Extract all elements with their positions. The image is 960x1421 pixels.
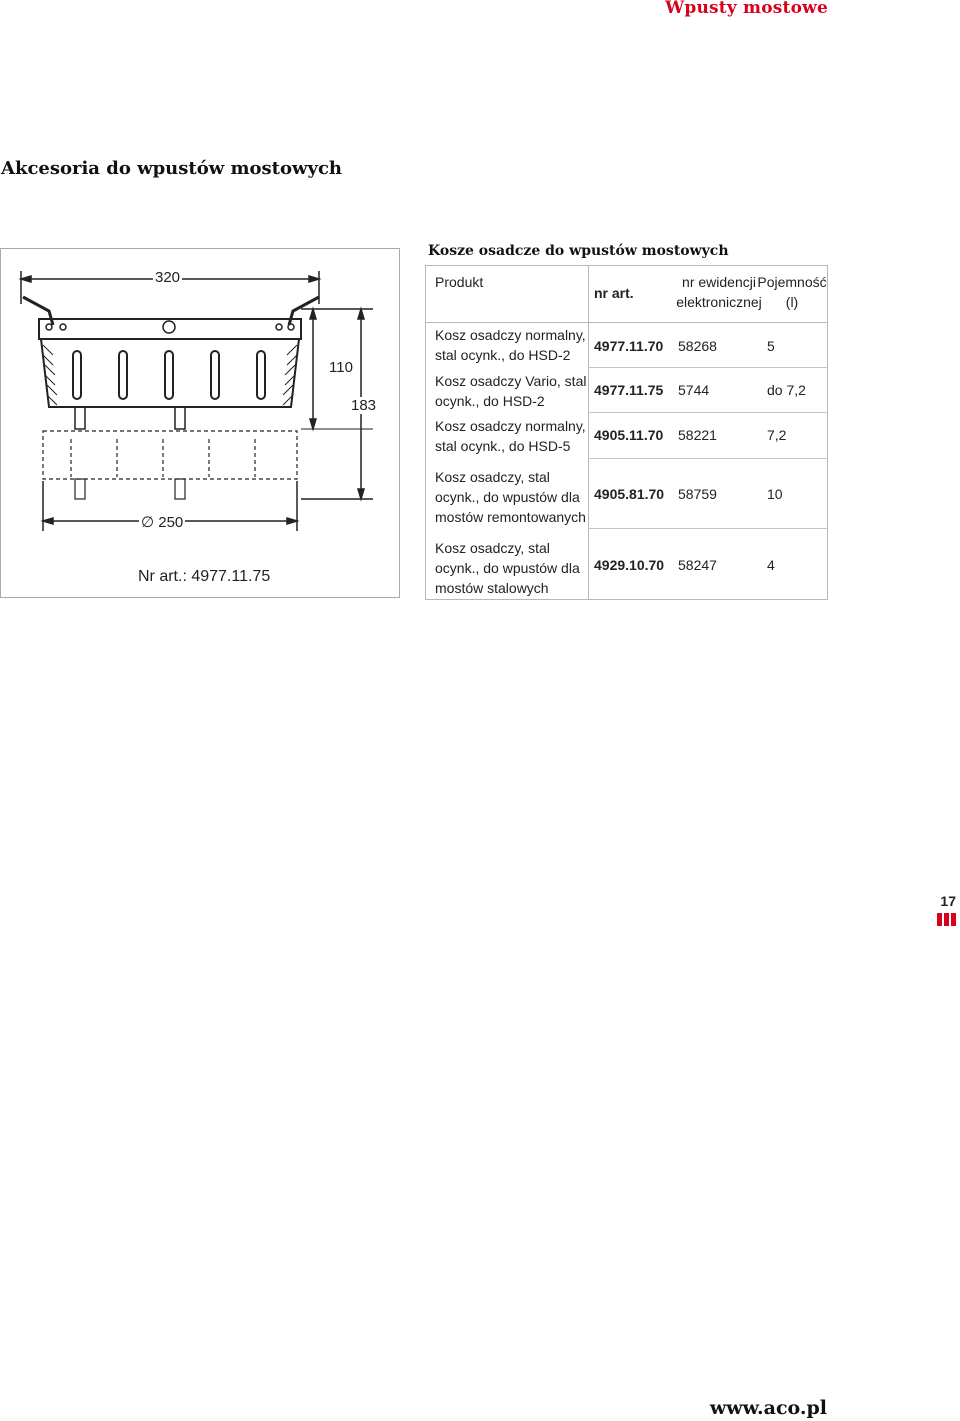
capacity-value: 4 (767, 557, 775, 573)
registry-number: 58247 (678, 557, 717, 573)
product-line: Kosz osadczy normalny, (435, 327, 586, 343)
page-number: 17 (940, 893, 956, 909)
product-line: stal ocynk., do HSD-5 (435, 438, 571, 454)
dimension-inner-height-label: 110 (329, 359, 353, 376)
article-number: 4977.11.70 (594, 338, 664, 354)
logo-bar (937, 913, 942, 926)
article-number: 4929.10.70 (594, 557, 665, 573)
header-product: Produkt (435, 274, 484, 290)
product-line: mostów stalowych (435, 580, 549, 596)
product-line: stal ocynk., do HSD-2 (435, 347, 571, 363)
logo-bar (951, 913, 956, 926)
product-line: ocynk., do HSD-2 (435, 393, 545, 409)
article-number: 4905.81.70 (594, 486, 665, 502)
basket-drawing-svg (1, 249, 401, 599)
header-capacity-line1: Pojemność (757, 274, 827, 290)
product-line: Kosz osadczy normalny, (435, 418, 586, 434)
registry-number: 5744 (678, 382, 710, 398)
dimension-diameter-label: ∅ 250 (141, 514, 184, 531)
product-line: Kosz osadczy, stal (435, 469, 550, 485)
capacity-value: 7,2 (767, 427, 787, 443)
article-number: 4977.11.75 (594, 382, 664, 398)
product-line: Kosz osadczy, stal (435, 540, 550, 556)
header-registry-line1: nr ewidencji (682, 274, 756, 290)
section-title: Akcesoria do wpustów mostowych (1, 158, 342, 179)
dimension-total-height-label: 183 (351, 397, 377, 414)
header-title: Wpusty mostowe (665, 0, 828, 18)
capacity-value: 10 (767, 486, 783, 502)
dimension-width-label: 320 (155, 269, 181, 286)
aco-logo-icon (937, 913, 956, 926)
product-line: mostów remontowanych (435, 509, 586, 525)
drawing-caption: Nr art.: 4977.11.75 (138, 568, 271, 585)
product-line: ocynk., do wpustów dla (435, 560, 580, 576)
header-registry-line2: elektronicznej (676, 294, 762, 310)
registry-number: 58759 (678, 486, 717, 502)
header-article: nr art. (594, 285, 634, 301)
product-line: ocynk., do wpustów dla (435, 489, 580, 505)
product-line: Kosz osadczy Vario, stal (435, 373, 587, 389)
registry-number: 58221 (678, 427, 717, 443)
capacity-value: 5 (767, 338, 775, 354)
logo-bar (944, 913, 949, 926)
technical-drawing (0, 248, 400, 598)
table-title: Kosze osadcze do wpustów mostowych (428, 243, 729, 259)
header-capacity-line2: (l) (785, 294, 799, 310)
capacity-value: do 7,2 (767, 382, 806, 398)
article-number: 4905.11.70 (594, 427, 664, 443)
footer-url[interactable]: www.aco.pl (709, 1397, 827, 1419)
registry-number: 58268 (678, 338, 717, 354)
product-table (425, 265, 828, 600)
